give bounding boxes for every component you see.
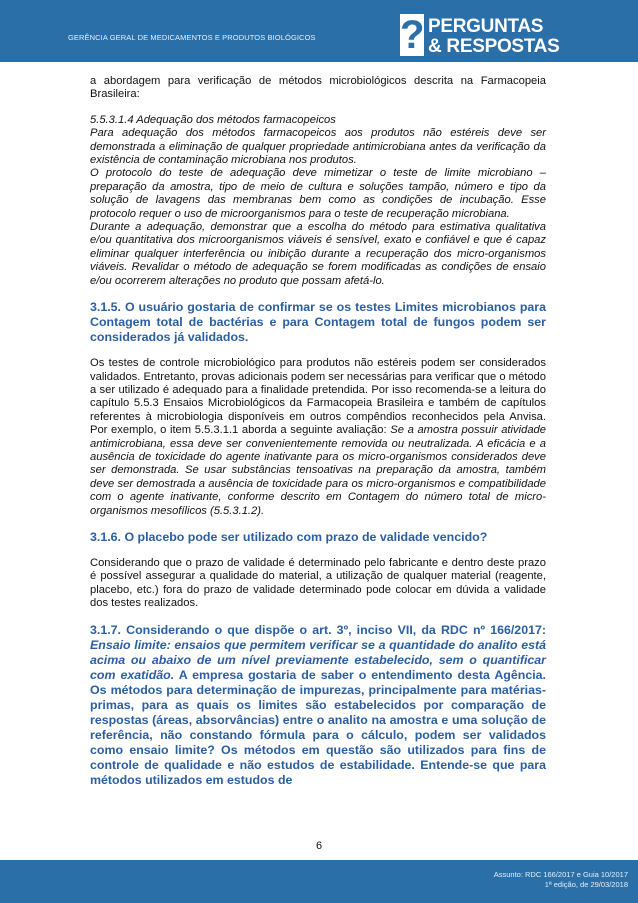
question-3-1-7	[90, 623, 546, 788]
question-3-1-7-definition: Ensaio limite: ensaios que permitem verificar se a quantidade do analito está acima ou abaixo de um nível previamente estabelecido, sem o quantificar com exatidão.	[90, 637, 546, 682]
question-3-1-6-title: 3.1.6. O placebo pode ser utilizado com prazo de validade vencido?	[90, 529, 488, 544]
page-header	[0, 0, 638, 62]
footer-edition: 1ª edição, de 29/03/2018	[544, 880, 628, 889]
logo-line-1: PERGUNTAS	[428, 16, 544, 37]
answer-3-1-5-text: Os testes de controle microbiológico para produtos não estéreis podem ser considerados validados. Entretanto, provas adicionais podem ser necessárias para verificar que o método a ser utilizado é adequado para a finalidade pretendida. Por isso recomenda-se a leitura do capítulo 5.5.3 Ensaios Microbiológicos da Farmacopeia Brasileira e também de capítulos referentes à microbiologia disponíveis em outros compêndios reconhecidos pela Anvisa. Por exemplo, o item 5.5.3.1.1 aborda a seguinte avaliação:	[90, 357, 546, 437]
question-3-1-7-title: 3.1.7. Considerando o que dispõe o art. 3º, inciso VII, da RDC nº 166/2017:	[90, 622, 546, 637]
question-3-1-7-text: A empresa gostaria de saber o entendimento desta Agência. Os métodos para determinação de impurezas, principalmente para matérias-primas, para as quais os limites são estabelecidos por comparação de respostas (áreas, absorvâncias) entre o analito na amostra e uma solução de referência, não constando fórmula para o cálculo, podem ser validados como ensaio limite? Os métodos em questão são utilizados para fins de controle de qualidade e não estudos de estabilidade. Entende-se que para métodos utilizados em estudos de	[90, 667, 546, 787]
footer-subject: Assunto: RDC 166/2017 e Guia 10/2017	[493, 870, 628, 879]
page-footer	[0, 860, 638, 903]
quote-heading: 5.5.3.1.4 Adequação dos métodos farmacopeicos	[90, 113, 336, 126]
footer-info	[494, 870, 628, 890]
quote-paragraph-1: Para adequação dos métodos farmacopeicos aos produtos não estéreis deve ser demonstrada a eliminação de qualquer propriedade antimicrobiana antes da verificação da existência de contaminação microbiana nos produtos.	[90, 127, 546, 167]
intro-paragraph: a abordagem para verificação de métodos microbiológicos descrita na Farmacopeia Brasileira:	[90, 75, 546, 101]
question-3-1-5-title: 3.1.5. O usuário gostaria de confirmar se os testes Limites microbianos para Contagem total de bactérias e para Contagem total de fungos podem ser considerados já validados.	[90, 300, 546, 345]
quote-paragraph-3: Durante a adequação, demonstrar que a escolha do método para estimativa qualitativa e/ou quantitativa dos microorganismos viáveis é sensível, exato e confiável e que é capaz eliminar qualquer interferência ou inibição durante a recuperação dos micro-organismos viáveis. Revalidar o método de adequação se forem modificadas as condições de ensaio e/ou ocorrerem alterações no produto que possam afetá-lo.	[90, 221, 546, 287]
answer-3-1-6: Considerando que o prazo de validade é determinado pelo fabricante e dentro deste prazo é possível assegurar a qualidade do material, a utilização de qualquer material (reagente, placebo, etc.) fora do prazo de validade determinado pode colocar em dúvida a validade dos testes realizados.	[90, 556, 546, 610]
header-title: GERÊNCIA GERAL DE MEDICAMENTOS E PRODUTOS BIOLÓGICOS	[68, 33, 316, 42]
question-mark-icon: ?	[400, 13, 425, 57]
answer-3-1-5	[90, 357, 546, 518]
logo-line-2: & RESPOSTAS	[428, 36, 560, 57]
page-number: 6	[315, 840, 323, 852]
perguntas-respostas-logo	[400, 14, 630, 60]
answer-3-1-5-quote: Se a amostra possuir atividade antimicrobiana, essa deve ser convenientemente removida ou neutralizada. A eficácia e a ausência de toxicidade do agente inativante para os micro-organismos considerados deve ser demonstrada. Se usar substâncias tensoativas na preparação da amostra, também deve ser demostrada a ausência de toxicidade para os micro-organismos e compatibilidade com o agente inativante, conforme descrito em Contagem do número total de micro-organismos mesofílicos (5.5.3.1.2).	[90, 424, 546, 517]
document-body	[90, 75, 546, 788]
quote-paragraph-2: O protocolo do teste de adequação deve mimetizar o teste de limite microbiano – preparação da amostra, tipo de meio de cultura e soluções tampão, número e tipo da solução de lavagens das membranas bem como as condições de incubação. Esse protocolo requer o uso de microorganismos para o teste de recuperação microbiana.	[90, 167, 546, 220]
